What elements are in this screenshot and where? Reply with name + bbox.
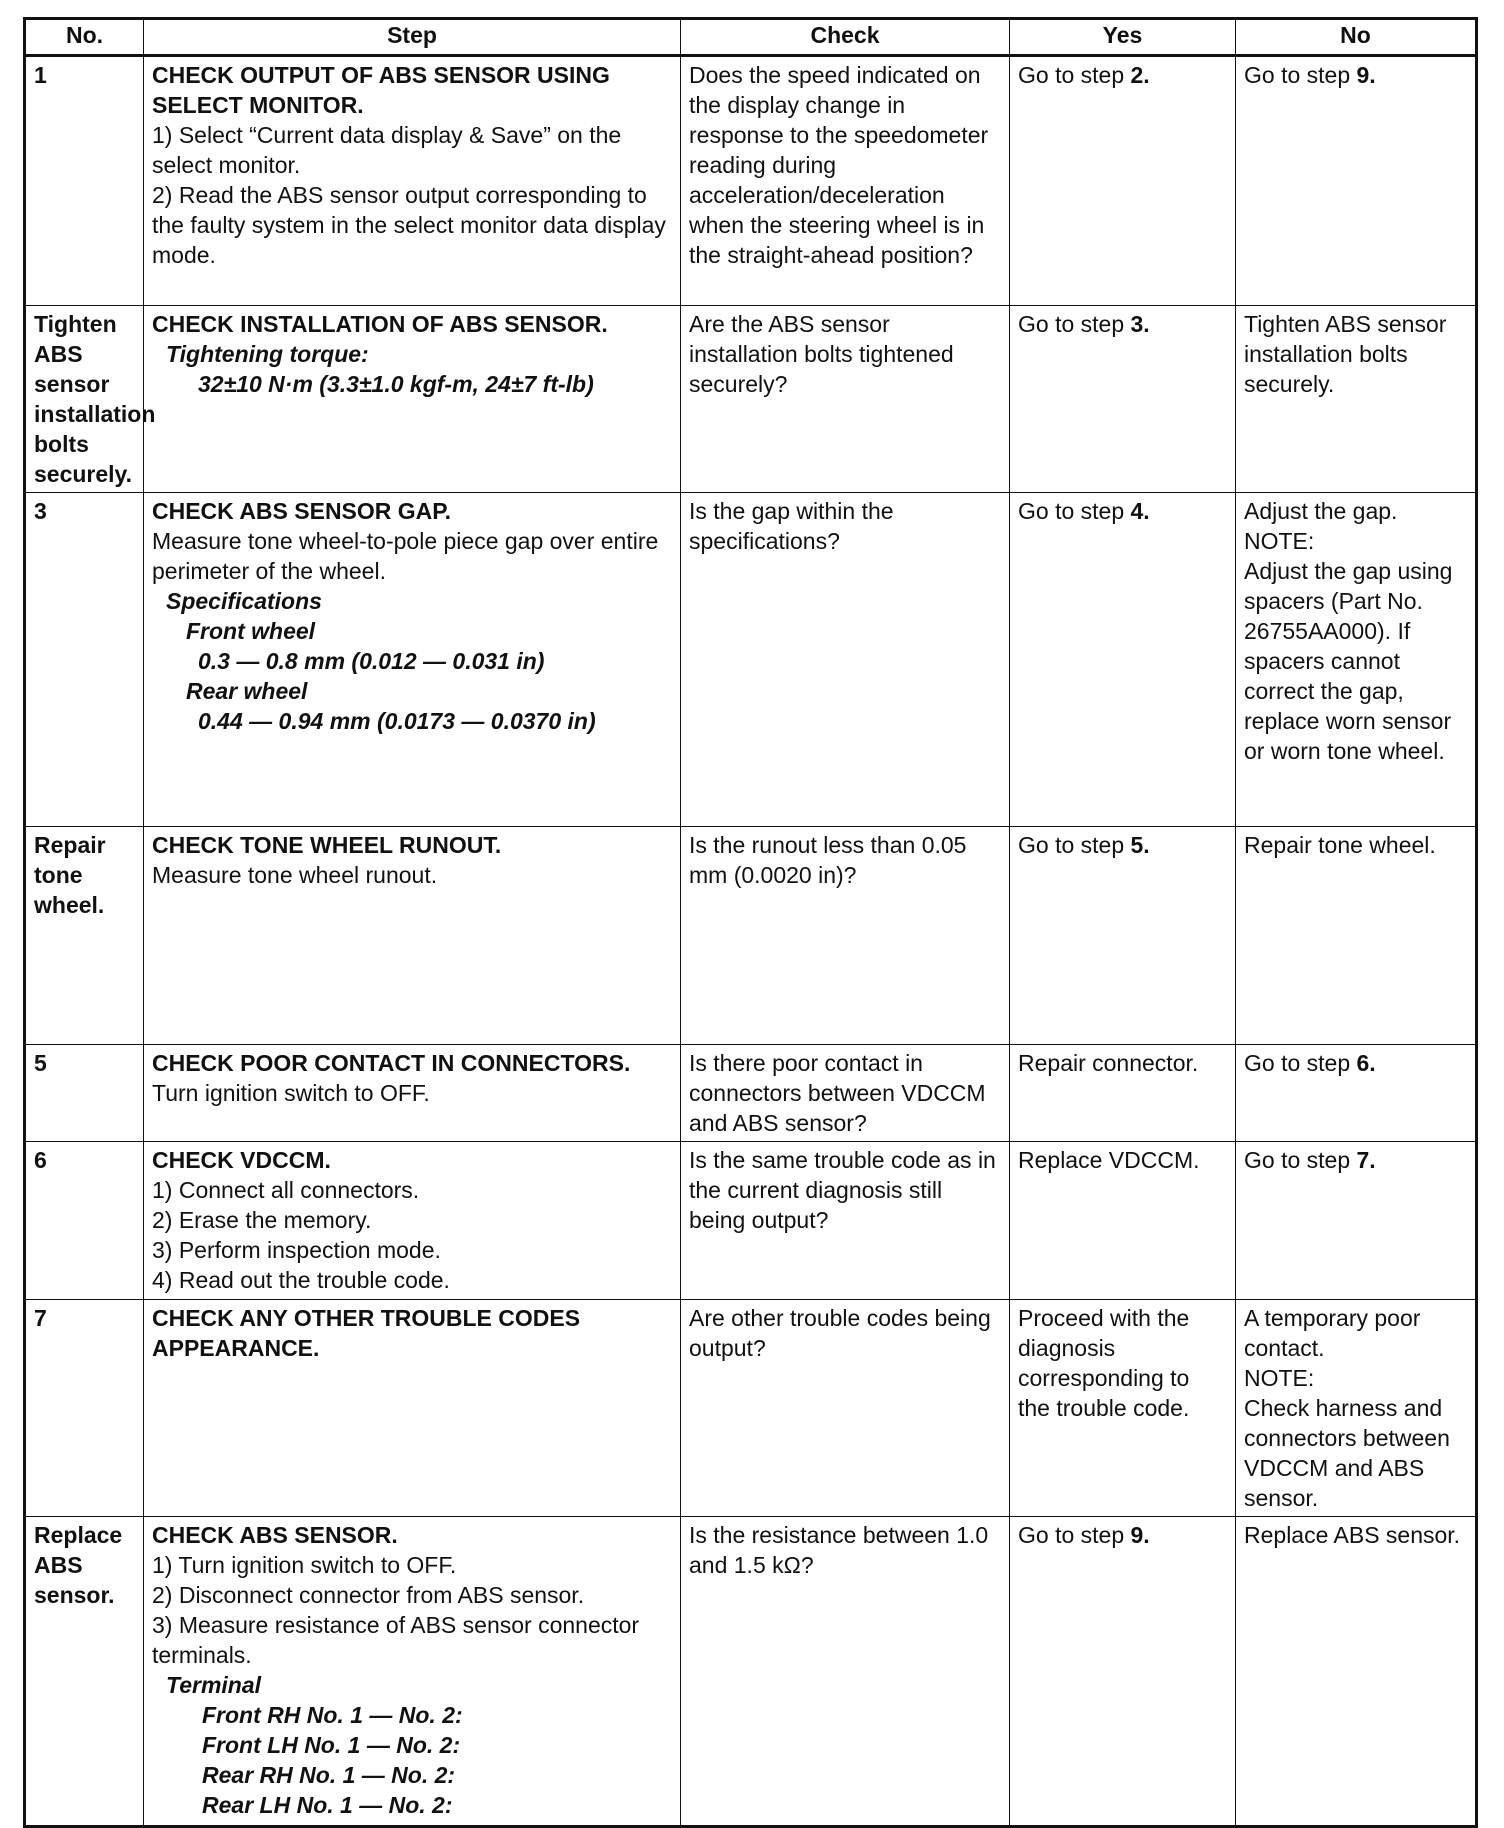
yes-cell [1010, 306, 1236, 493]
note-text: Check harness and connectors between VDCCM and ABS sensor. [1244, 1395, 1450, 1511]
yes-step-ref: 4. [1130, 498, 1150, 524]
no-cell [1236, 56, 1477, 306]
step-cell [144, 306, 681, 493]
no-step-ref: 9. [1356, 62, 1376, 88]
header-no-result: No [1236, 19, 1477, 56]
note-label: NOTE: [1244, 528, 1315, 554]
step-instruction: 3) Measure resistance of ABS sensor connector terminals. [152, 1612, 640, 1668]
diagnosis-table [23, 17, 1478, 1828]
table-row [25, 493, 1477, 827]
header-yes: Yes [1010, 19, 1236, 56]
step-instruction: Measure tone wheel runout. [152, 862, 438, 888]
no-text: A temporary poor contact. [1244, 1305, 1421, 1361]
spec-label: Front wheel [186, 618, 316, 644]
step-title: CHECK OUTPUT OF ABS SENSOR USING SELECT MONITOR. [152, 62, 610, 118]
spec-label: Terminal [166, 1672, 262, 1698]
check-cell: Is the resistance between 1.0 and 1.5 kΩ? [681, 1517, 1010, 1827]
yes-step-ref: 9. [1130, 1522, 1150, 1548]
step-number: 7 [25, 1300, 144, 1517]
terminal-value: Front RH No. 1 — No. 2: [202, 1702, 463, 1728]
header-row [25, 19, 1477, 56]
step-number: 6 [25, 1142, 144, 1300]
yes-text: Go to step [1018, 311, 1131, 337]
note-text: Adjust the gap using spacers (Part No. 26755AA000). If spacers cannot correct the gap, replace worn sensor or worn tone wheel. [1244, 558, 1453, 764]
no-text: Go to step [1244, 1147, 1357, 1173]
check-cell: Are the ABS sensor installation bolts tightened securely? [681, 306, 1010, 493]
table-row [25, 56, 1477, 306]
step-instruction: 2) Disconnect connector from ABS sensor. [152, 1582, 585, 1608]
step-number: Replace ABS sensor. [25, 1517, 144, 1827]
no-cell [1236, 493, 1477, 827]
step-title: CHECK ABS SENSOR GAP. [152, 498, 452, 524]
check-cell: Is the runout less than 0.05 mm (0.0020 in)? [681, 827, 1010, 1045]
spec-value: 0.44 — 0.94 mm (0.0173 — 0.0370 in) [198, 708, 596, 734]
no-cell: Replace ABS sensor. [1236, 1517, 1477, 1827]
table-row [25, 1142, 1477, 1300]
yes-cell: Repair connector. [1010, 1045, 1236, 1142]
step-number: 3 [25, 493, 144, 827]
no-cell [1236, 1142, 1477, 1300]
header-step: Step [144, 19, 681, 56]
step-number: Repair tone wheel. [25, 827, 144, 1045]
check-cell: Is the same trouble code as in the current diagnosis still being output? [681, 1142, 1010, 1300]
step-title: CHECK TONE WHEEL RUNOUT. [152, 832, 502, 858]
spec-value: 0.3 — 0.8 mm (0.012 — 0.031 in) [198, 648, 545, 674]
spec-label: Tightening torque: [166, 341, 369, 367]
step-title: CHECK ABS SENSOR. [152, 1522, 398, 1548]
no-cell [1236, 1300, 1477, 1517]
step-instruction: 4) Read out the trouble code. [152, 1267, 450, 1293]
check-cell: Is the gap within the specifications? [681, 493, 1010, 827]
table-row [25, 306, 1477, 493]
spec-label: Rear wheel [186, 678, 308, 704]
yes-text: Go to step [1018, 62, 1131, 88]
yes-text: Go to step [1018, 498, 1131, 524]
no-cell [1236, 1045, 1477, 1142]
note-label: NOTE: [1244, 1365, 1315, 1391]
step-title: CHECK POOR CONTACT IN CONNECTORS. [152, 1050, 631, 1076]
no-step-ref: 7. [1356, 1147, 1376, 1173]
no-cell: Repair tone wheel. [1236, 827, 1477, 1045]
yes-cell [1010, 493, 1236, 827]
table-row [25, 1045, 1477, 1142]
step-instruction: 1) Connect all connectors. [152, 1177, 420, 1203]
step-cell [144, 1517, 681, 1827]
table-row [25, 827, 1477, 1045]
spec-label: Specifications [166, 588, 322, 614]
step-title: CHECK ANY OTHER TROUBLE CODES APPEARANCE. [152, 1305, 581, 1361]
yes-cell: Proceed with the diagnosis corresponding to the trouble code. [1010, 1300, 1236, 1517]
step-instruction: 3) Perform inspection mode. [152, 1237, 441, 1263]
no-text: Go to step [1244, 62, 1357, 88]
step-instruction: Measure tone wheel-to-pole piece gap over entire perimeter of the wheel. [152, 528, 659, 584]
step-cell [144, 56, 681, 306]
no-text: Adjust the gap. [1244, 498, 1398, 524]
header-no: No. [25, 19, 144, 56]
step-number: 1 [25, 56, 144, 306]
step-cell [144, 827, 681, 1045]
check-cell: Are other trouble codes being output? [681, 1300, 1010, 1517]
step-cell [144, 1045, 681, 1142]
yes-step-ref: 2. [1130, 62, 1150, 88]
yes-text: Go to step [1018, 1522, 1131, 1548]
check-cell: Is there poor contact in connectors between VDCCM and ABS sensor? [681, 1045, 1010, 1142]
yes-cell [1010, 827, 1236, 1045]
step-instruction: 2) Read the ABS sensor output corresponding to the faulty system in the select monitor data display mode. [152, 182, 666, 268]
no-cell: Tighten ABS sensor installation bolts securely. [1236, 306, 1477, 493]
step-title: CHECK VDCCM. [152, 1147, 331, 1173]
spec-value: 32±10 N·m (3.3±1.0 kgf-m, 24±7 ft-lb) [198, 371, 594, 397]
yes-cell [1010, 1517, 1236, 1827]
no-step-ref: 6. [1356, 1050, 1376, 1076]
step-instruction: Turn ignition switch to OFF. [152, 1080, 430, 1106]
step-cell [144, 1142, 681, 1300]
step-instruction: 1) Turn ignition switch to OFF. [152, 1552, 457, 1578]
yes-cell: Replace VDCCM. [1010, 1142, 1236, 1300]
terminal-value: Rear LH No. 1 — No. 2: [202, 1792, 453, 1818]
terminal-value: Front LH No. 1 — No. 2: [202, 1732, 461, 1758]
step-instruction: 2) Erase the memory. [152, 1207, 372, 1233]
step-cell [144, 493, 681, 827]
step-number: Tighten ABS sensor installation bolts securely. [25, 306, 144, 493]
step-title: CHECK INSTALLATION OF ABS SENSOR. [152, 311, 608, 337]
yes-cell [1010, 56, 1236, 306]
yes-step-ref: 3. [1130, 311, 1150, 337]
no-text: Go to step [1244, 1050, 1357, 1076]
step-number: 5 [25, 1045, 144, 1142]
terminal-value: Rear RH No. 1 — No. 2: [202, 1762, 456, 1788]
step-cell [144, 1300, 681, 1517]
header-check: Check [681, 19, 1010, 56]
table-row [25, 1300, 1477, 1517]
yes-text: Go to step [1018, 832, 1131, 858]
check-cell: Does the speed indicated on the display change in response to the speedometer reading during acceleration/deceleration when the steering wheel is in the straight-ahead position? [681, 56, 1010, 306]
table-row [25, 1517, 1477, 1827]
step-instruction: 1) Select “Current data display & Save” on the select monitor. [152, 122, 622, 178]
yes-step-ref: 5. [1130, 832, 1150, 858]
